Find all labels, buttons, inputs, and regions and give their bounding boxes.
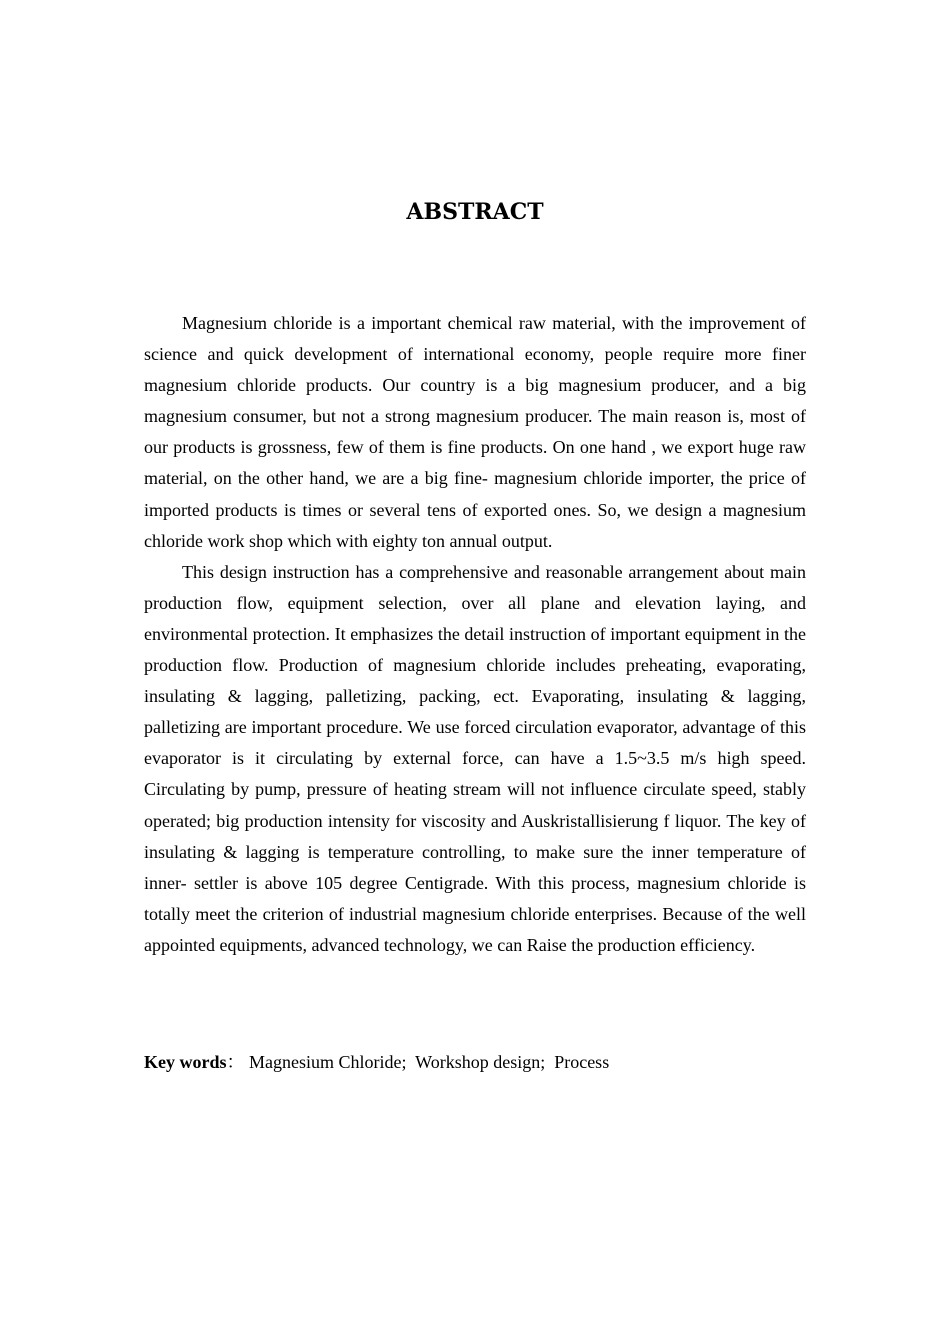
abstract-title: ABSTRACT xyxy=(406,199,544,225)
abstract-paragraph-1: Magnesium chloride is a important chemical raw material, with the improvement of science and quick development of international economy, people require more finer magnesium chloride products. Our country is a big magnesium producer, and a big magnesium consumer, but not a strong magnesium producer. The main reason is, most of our products is grossness, few of them is fine products. On one hand , we export huge raw material, on the other hand, we are a big fine- magnesium chloride importer, the price of imported products is times or several tens of exported ones. So, we design a magnesium chloride work shop which with eighty ton annual output. xyxy=(144,313,806,551)
keywords-line xyxy=(144,1047,806,1078)
abstract-paragraph-2: This design instruction has a comprehensive and reasonable arrangement about main production flow, equipment selection, over all plane and elevation laying, and environmental protection. It emphasizes the detail instruction of important equipment in the production flow. Production of magnesium chloride includes preheating, evaporating, insulating & lagging, palletizing, packing, ect. Evaporating, insulating & lagging, palletizing are important procedure. We use forced circulation evaporator, advantage of this evaporator is it circulating by external force, can have a 1.5~3.5 m/s high speed. Circulating by pump, pressure of heating stream will not influence circulate speed, stably operated; big production intensity for viscosity and Auskristallisierung f liquor. The key of insulating & lagging is temperature controlling, to make sure the inner temperature of inner- settler is above 105 degree Centigrade. With this process, magnesium chloride is totally meet the criterion of industrial magnesium chloride enterprises. Because of the well appointed equipments, advanced technology, we can Raise the production efficiency. xyxy=(144,561,806,955)
keywords-separator: ： xyxy=(226,1052,245,1072)
keywords-list: Magnesium Chloride; Workshop design; Process xyxy=(244,1052,610,1072)
abstract-body xyxy=(144,308,806,961)
keywords-label: Key words xyxy=(144,1052,227,1072)
